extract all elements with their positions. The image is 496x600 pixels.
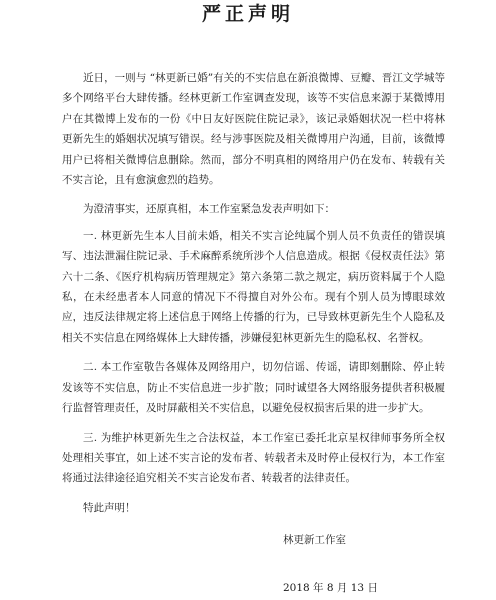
signature-organization: 林更新工作室 (283, 534, 346, 546)
signature-date: 2018 年 8 月 13 日 (283, 582, 378, 594)
paragraph-intro: 近日，一则与 “林更新已婚”有关的不实信息在新浪微博、豆瓣、晋江文学城等多个网络平台大肆传播。经林更新工作室调查发现，该等不实信息来源于某微博用户在其微博上发布的一份《中日友好医院住院记录》，该记录婚姻状况一栏中将林更新先生的婚姻状况填写错误。经与涉事医院及相关微博用户沟通，目前，该微博用户已将相关微博信息删除。然而，部分不明真相的网络用户仍在发布、转载有关不实言论，且有愈演愈烈的趋势。 (62, 72, 445, 187)
paragraph-closing: 特此声明！ (83, 501, 136, 514)
paragraph-point-one: 一. 林更新先生本人目前未婚，相关不实言论纯属个别人员不负责任的错误填写、违法泄漏住院记录、手术麻醉系统所涉个人信息造成。根据《侵权责任法》第六十二条、《医疗机构病历管理规定》第六条第二款之规定，病历资料属于个人隐私，在未经患者本人同意的情况下不得擅自对外公布。现有个别人员为博眼球效应，违反法律规定将上述信息于网络上传播的行为，已导致林更新先生个人隐私及相关不实信息在网络媒体上大肆传播，涉嫌侵犯林更新先生的隐私权、名誉权。 (62, 229, 445, 344)
paragraph-declaration-lead: 为澄清事实，还原真相，本工作室紧急发表声明如下： (83, 203, 335, 216)
paragraph-point-three: 三. 为维护林更新先生之合法权益，本工作室已委托北京星权律师事务所全权处理相关事宜，如上述不实言论的发布者、转载者未及时停止侵权行为，本工作室将通过法律途径追究相关不实言论发布者、转载者的法律责任。 (62, 431, 445, 485)
paragraph-point-two: 二. 本工作室敬告各媒体及网络用户，切勿信谣、传谣，请即刻删除、停止转发该等不实信息，防止不实信息进一步扩散；同时诚望各大网络服务提供者积极履行监督管理责任，及时屏蔽相关不实信息，以避免侵权损害后果的进一步扩大。 (62, 361, 445, 415)
document-title: 严正声明 (201, 3, 294, 25)
statement-body (62, 68, 445, 527)
